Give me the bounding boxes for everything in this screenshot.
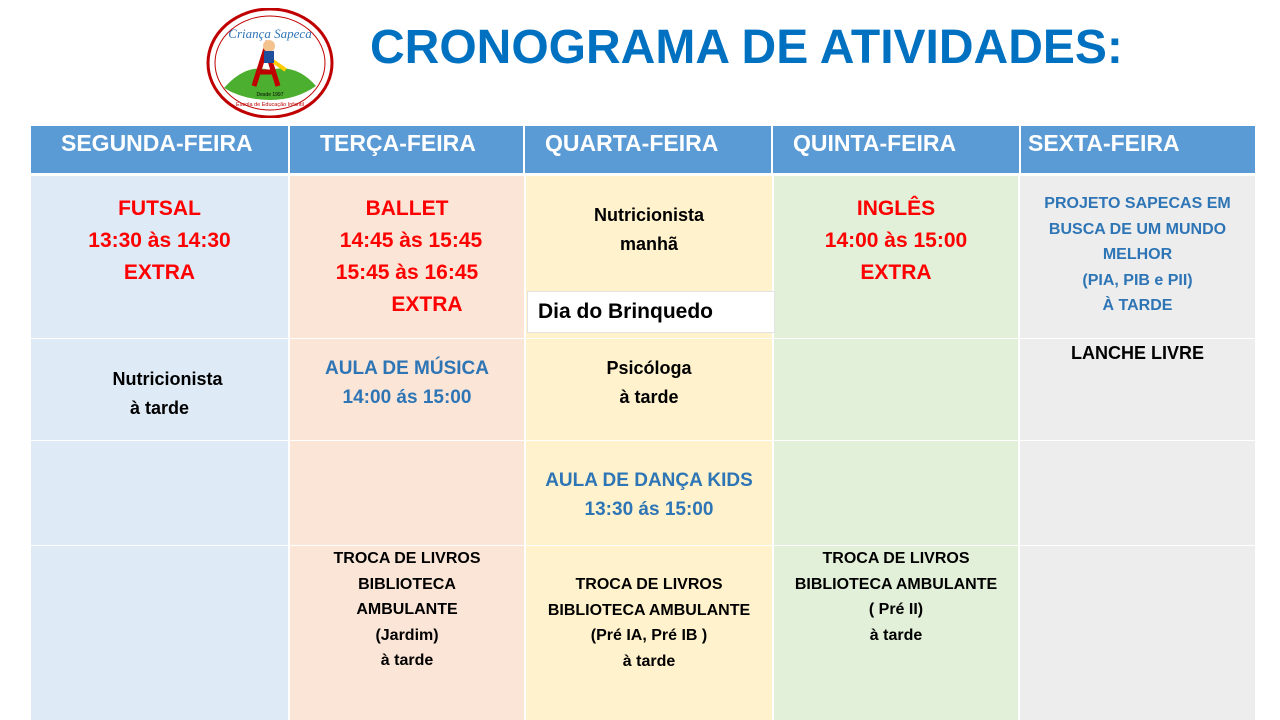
weekday-header <box>31 126 1255 173</box>
header-divider <box>523 126 525 173</box>
monday-nutricionista: Nutricionista à tarde <box>112 369 223 418</box>
wednesday-dia-brinquedo: Dia do Brinquedo <box>527 291 775 333</box>
header-thursday: QUINTA-FEIRA <box>793 130 957 156</box>
logo-tagline: Escola de Educação Infantil <box>236 102 304 108</box>
logo-since: Desde 1997 <box>256 92 284 98</box>
header-wednesday: QUARTA-FEIRA <box>545 130 719 156</box>
friday-projeto-sapecas: PROJETO SAPECAS EM BUSCA DE UM MUNDO MELHOR (PIA, PIB e PII) À TARDE <box>1044 195 1231 314</box>
tuesday-troca-livros: TROCA DE LIVROS BIBLIOTECA AMBULANTE (Jardim) à tarde <box>333 550 481 669</box>
wednesday-psicologa: Psicóloga à tarde <box>606 358 692 407</box>
thursday-ingles: INGLÊS 14:00 às 15:00 EXTRA <box>824 197 968 284</box>
monday-futsal: FUTSAL 13:30 às 14:30 EXTRA <box>88 197 231 284</box>
logo-name: Criança Sapeca <box>228 26 312 41</box>
school-logo <box>206 8 334 118</box>
header-tuesday: TERÇA-FEIRA <box>320 130 476 156</box>
wednesday-troca-livros: TROCA DE LIVROS BIBLIOTECA AMBULANTE (Pré IA, Pré IB ) à tarde <box>547 576 751 670</box>
header-divider <box>771 126 773 173</box>
header-friday: SEXTA-FEIRA <box>1028 130 1180 156</box>
tuesday-aula-musica: AULA DE MÚSICA 14:00 ás 15:00 <box>325 358 489 408</box>
header-divider <box>288 126 290 173</box>
thursday-troca-livros: TROCA DE LIVROS BIBLIOTECA AMBULANTE ( Pré II) à tarde <box>794 550 998 644</box>
friday-lanche-livre: LANCHE LIVRE <box>1070 343 1204 363</box>
row-divider <box>31 545 1255 546</box>
page-title: CRONOGRAMA DE ATIVIDADES: <box>370 21 1123 74</box>
header-divider <box>1019 126 1021 173</box>
wednesday-aula-danca: AULA DE DANÇA KIDS 13:30 ás 15:00 <box>545 470 753 520</box>
tuesday-ballet: BALLET 14:45 às 15:45 15:45 às 16:45 EXTRA <box>335 197 483 316</box>
wednesday-nutricionista: Nutricionista manhã <box>593 205 704 254</box>
header-monday: SEGUNDA-FEIRA <box>61 130 253 156</box>
row-divider <box>31 440 1255 441</box>
